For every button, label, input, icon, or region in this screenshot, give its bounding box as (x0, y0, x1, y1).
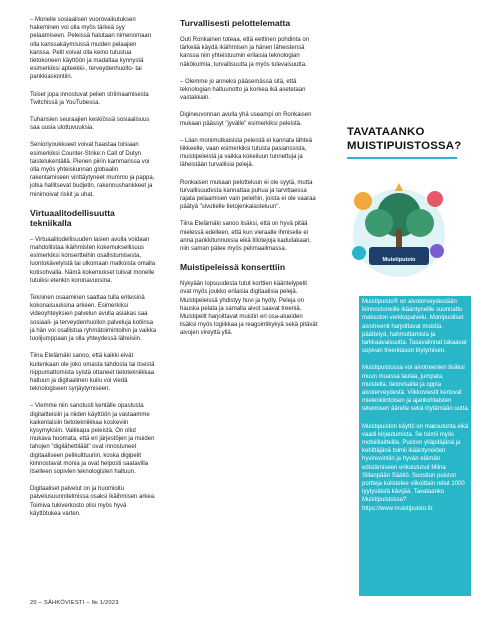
page-footer: 20 – SÄHKÖVIESTI – № 1/2023 (30, 600, 119, 606)
paragraph: Tiina Etelämäki sanoo, että kaikki eivät kuitenkaan ole joko omasta tahdosta tai itsestä riippumattomista syistä ottaneet tietotekniikkaa haltuun ja digitaalinen kuilu voi viedä teknologiseen syrjäytymiseen. (30, 353, 155, 393)
paragraph: Nykyään lopsuudesta tutut korttien kääntelypelit ovat myös joukko erilaisia digitaalisia pelejä. Muistipeleissä yhdistyy huvi ja hyöty. Peleja on hauska pelata ja samalla aivot saavat treeniä. Muistipelit harjoittavat muistin eri osa-alueiden lisäksi myös logiikkaa ja reagointikykyä sekä pitävät aivojen vireyttä yllä. (180, 281, 318, 337)
paragraph: Toiset jopa innostuvat pelien striimaamisesta Twitchissä ja YouTubessa. (30, 91, 149, 106)
section-heading: Muistipeleissä konserttiin (180, 262, 286, 273)
column-1 (30, 16, 158, 527)
paragraph: Digineuvonnan avulla yhä useampi on Ronkaisen mukaan päässyt "jyvälle" esimerkiksi peleistä. (180, 112, 312, 127)
title-underline (347, 157, 457, 159)
paragraph: Digitaaliset palvelut on ja huomioitu palvelusuunnitelmissa osaksi ikäihmisen arkea. Toimiva tukiverkosto olisi myös hyvä käyttötukea varten. (30, 486, 156, 517)
muistipuisto-illustration (345, 171, 453, 283)
paragraph: Tiina Etelämäki sanoo lisäksi, että on hyvä pitää mielessä edelleen, että kun vieraalle ihmiselle ei anna pankkitunnuksia eikä tiliotejoja kaduilakaan, niin saman pätee myös pelimaailmassa. (180, 221, 312, 253)
paragraph: Tekninen osaaminen saattaa tulla eriteisinä kokonaisuuksina arkeen. Esimerkiksi videoyhteyksien palvelun avulla asiakas saa sosiaali- ja terveydenhuollon palveluja kotiinsa ja hän voi osallistua ryhmätoimintoihin ja vaikka tuolijumppaan ja olla yhteydessä läheisiin. (30, 295, 157, 343)
column-3 (347, 16, 462, 283)
paragraph: – Virtuaalitodellisuuden lasien avulla voidaan mahdollistaa ikäihmisten kokemuksellisuus esimerkiksi konsertteihin osallistumisesta, luontokävelyistä tai ulkomaan matkoista omalla kotisohvalla. Nämä kokemukset tulivat monelle tutuiksi etenkin koronavuosina. (30, 236, 156, 284)
paragraph: Senioriyoukkueet voivat haastaa toisiaan esimerkiksi Counter-Strike:n Call of Dutyn taistelukentällä. Pienen piirin kammarissa voi olla myös yhteiskunnan globaalin rakentamiseen vinttäytyneet mummo ja pappa, jotka hallitsevat budjetin, rakennushankkeet ja minimoivat riskit ja uhat. (30, 142, 155, 198)
sidebar-title: TAVATAANKO MUISTIPUISTOSSA? (347, 126, 462, 152)
paragraph: – Monelle sosiaalisen vuorovaikutuksen hakeminen voi olla myös tärkeä syy pelaamiseen. Peleissä halutaan nimenomaan olla kanssakäymisissä muiden pelaajien kanssa. Pelit voivat olla keino tutustua tietokoneen käyttöön ja madaltaa kynnystä esimerkiksi apteekki-, terveydenhuolto- tai pankkiasiointiin. (30, 17, 152, 81)
paragraph: Outi Ronkainen toteaa, että eettinen pohdinta on tärkeää käydä ikäihmisen ja hänen läheistensä kanssa niin yhteistuumin erilaisia teknologian näkökulmia, turvallisuutta ja myös tulevaisuutta. (180, 37, 310, 68)
paragraph: Ronkaisen mukaan pelotteluun ei ole syytä, mutta turvallisuudesta kannattaa puhua ja tarvittaessa rajata pelaamisen vain peleihin, joista ei ole vaaraa päätyä "sivutielle tietojenkalasteluun". (180, 179, 316, 211)
paragraph: – Olemme jo anneksi pääsemässä sitä, että teknologian haltuunotto ja korkea ikä asetetaan vastakkain. (180, 78, 306, 102)
illustration-label: Muistipuisto (382, 257, 416, 263)
paragraph: – Liian monimutkaisista peleistä ei kannata lähteä liikkeelle, vaan esimerkiksi tutusta pasianssista, muistipeleistä ja vaikka kokeiluun tunnettuja ja läheistään turvallisia pelejä. (180, 137, 313, 169)
section-heading: Virtuaalitodellisuutta tekniikalla (30, 207, 115, 228)
info-box-text (362, 298, 470, 522)
paragraph: – Viemme niin sanotusti kentälle opastusta digilaitteisiin ja niiden käyttöön ja vastaamme kaikenlaisiin tietotekniikkaa koskeviin kysymyksiin. Vaikkapa peleistä. On ollut mukava huomata, että eri järjestöjen ja muiden tahojen "digilähettiläät" ovat innostuneet digitaaliseen pelikulttuuriin, koska digipelit kiinnostavat monia ja ovat helposti saatavilla itselleen sopivien teknologisten haltuun. (30, 403, 155, 475)
info-paragraph: Muistipuisto® on aivoterveydestään kiinnostuneille ikääntyneille suunnattu maksuton verkkopalvelu. Monipuoliset aivotreenit harjoittavat muistia, päättelyä, hahmottamista ja tarkkaavaisuutta. Tasavalinnat takaavat sopivan treenitason löytymisen. (362, 299, 467, 355)
info-paragraph: Muistipuistossa voi aivotreenien lisäksi muun muassa laulaa, jumpata, muistella, tietovisailla ja oppia aivoterveydestä. Viikkoviestit kertovat mielenkiintoisen ja ajankohtaisten tekemisen äärelle sekä löytämään uutta. (362, 365, 470, 413)
column-2 (180, 16, 318, 347)
park-illustration-icon (345, 171, 453, 283)
paragraph: Tuhansien seuraajien keskiössä sosiaalisuus saa uusia ulottuvuuksia. (30, 117, 150, 132)
section-heading: Turvallisesti pelottelematta (180, 18, 291, 28)
info-paragraph: Muistipuiston käyttö on maksutonta eikä vaadi kirjautumista. Se toimii myös mobiililaitteilla. Puiston ylläpitäjänä ja kehittäjänä toimii ikääntyneiden hyvinvointiin ja hyvän elämän edistämiseen erikoistunut Miina Sillanpään Säätiö. Suositun puiston portteja kolistelee viikoittain reilut 1000 tyytyväistä kävijää. Tavataanko Muistipuistossa? https://www.muistipuisto.fi/ (362, 423, 469, 512)
